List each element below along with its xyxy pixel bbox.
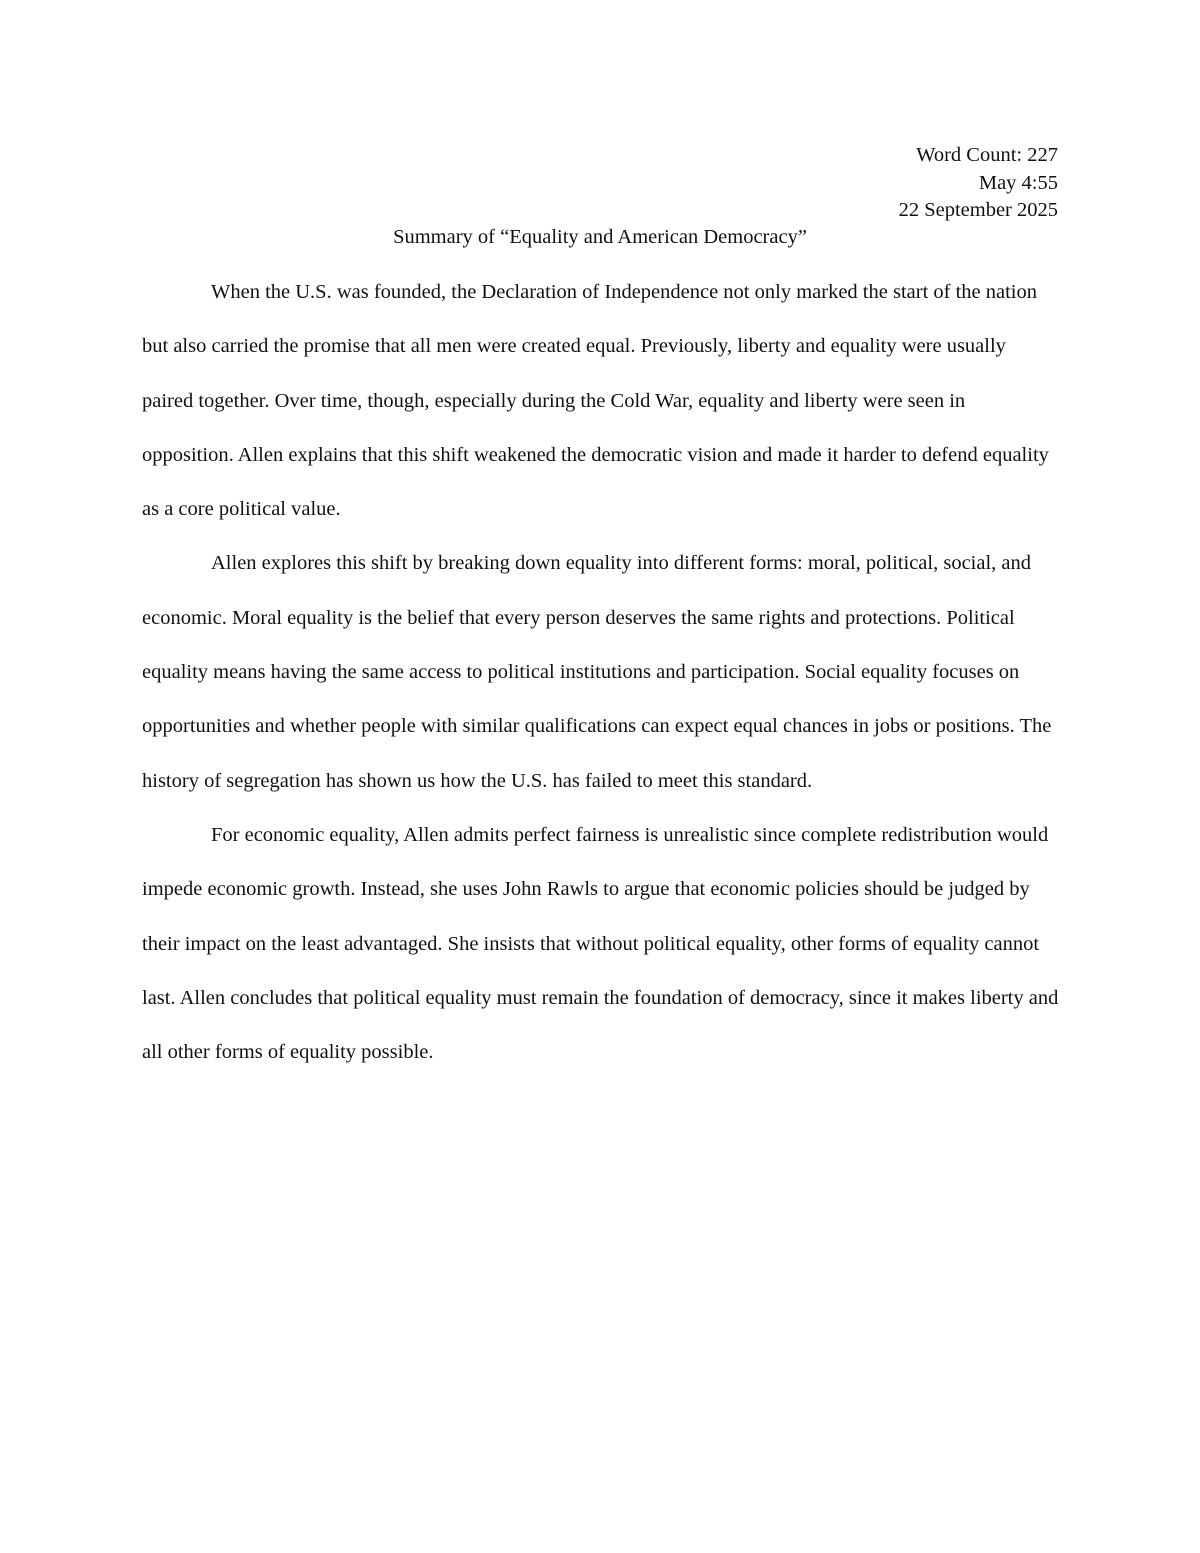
document-title: Summary of “Equality and American Democracy” <box>393 226 807 248</box>
course-line: May 4:55 <box>978 171 1058 194</box>
paragraph-1: When the U.S. was founded, the Declaration of Independence not only marked the start of the nation but also carried the promise that all men were created equal. Previously, liberty and equality were usually paired together. Over time, though, especially during the Cold War, equality and liberty were seen in opposition. Allen explains that this shift weakened the democratic vision and made it harder to defend equality as a core political value. <box>142 281 1049 521</box>
word-count: Word Count: 227 <box>916 144 1058 166</box>
document-body <box>142 265 1060 1079</box>
date-line: 22 September 2025 <box>898 199 1058 221</box>
paragraph-3: For economic equality, Allen admits perfect fairness is unrealistic since complete redistribution would impede economic growth. Instead, she uses John Rawls to argue that economic policies should be judged by their impact on the least advantaged. She insists that without political equality, other forms of equality cannot last. Allen concludes that political equality must remain the foundation of democracy, since it makes liberty and all other forms of equality possible. <box>142 823 1059 1064</box>
header-block <box>458 142 1058 225</box>
paragraph-2: Allen explores this shift by breaking down equality into different forms: moral, political, social, and economic. Moral equality is the belief that every person deserves the same rights and protections. Political equality means having the same access to political institutions and participation. Social equality focuses on opportunities and whether people with similar qualifications can expect equal chances in jobs or positions. The history of segregation has shown us how the U.S. has failed to meet this standard. <box>142 552 1052 792</box>
